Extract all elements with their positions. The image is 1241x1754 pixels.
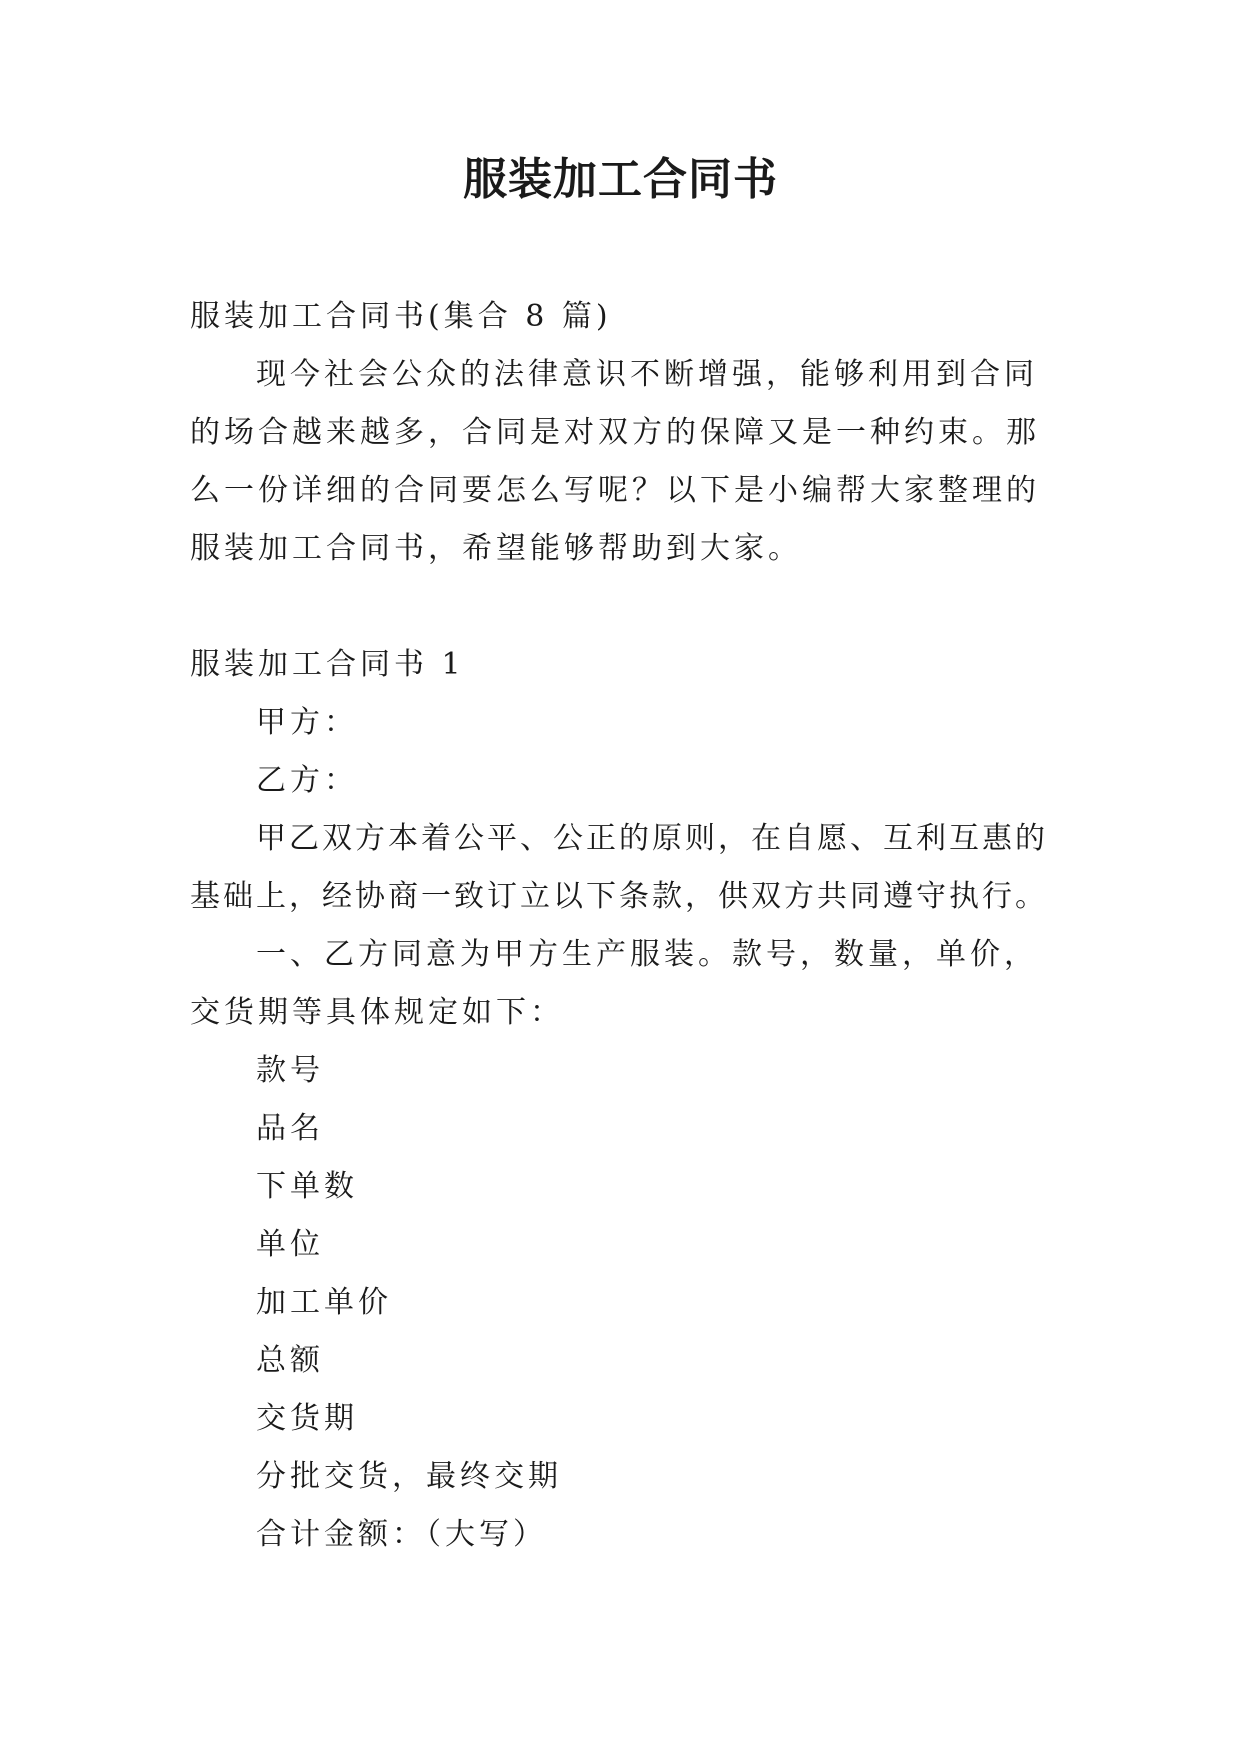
section-heading: 服装加工合同书 1 — [190, 647, 465, 682]
clause-one-paragraph: 一、乙方同意为甲方生产服装。款号，数量，单价，交货期等具体规定如下： — [190, 937, 1038, 1030]
party-a-label: 甲方： — [256, 705, 358, 740]
field-product-name: 品名 — [256, 1111, 324, 1146]
principle-paragraph: 甲乙双方本着公平、公正的原则，在自愿、互利互惠的基础上，经协商一致订立以下条款，供双方共同遵守执行。 — [190, 821, 1048, 914]
document-body — [190, 288, 1070, 1564]
field-style-number: 款号 — [256, 1053, 324, 1088]
document-subtitle: 服装加工合同书(集合 8 篇) — [190, 299, 612, 334]
field-batch-delivery: 分批交货，最终交期 — [256, 1459, 562, 1494]
field-delivery-date: 交货期 — [256, 1401, 358, 1436]
field-processing-unit-price: 加工单价 — [256, 1285, 392, 1320]
field-unit: 单位 — [256, 1227, 324, 1262]
document-title: 服装加工合同书 — [463, 154, 778, 205]
intro-paragraph: 现今社会公众的法律意识不断增强，能够利用到合同的场合越来越多，合同是对双方的保障又是一种约束。那么一份详细的合同要怎么写呢？以下是小编帮大家整理的服装加工合同书，希望能够帮助到大家。 — [190, 357, 1040, 566]
field-total-amount: 总额 — [256, 1343, 324, 1378]
paragraph-spacer — [190, 578, 1070, 636]
party-b-label: 乙方： — [256, 763, 358, 798]
field-order-quantity: 下单数 — [256, 1169, 358, 1204]
field-total-in-words: 合计金额：（大写） — [256, 1517, 547, 1552]
